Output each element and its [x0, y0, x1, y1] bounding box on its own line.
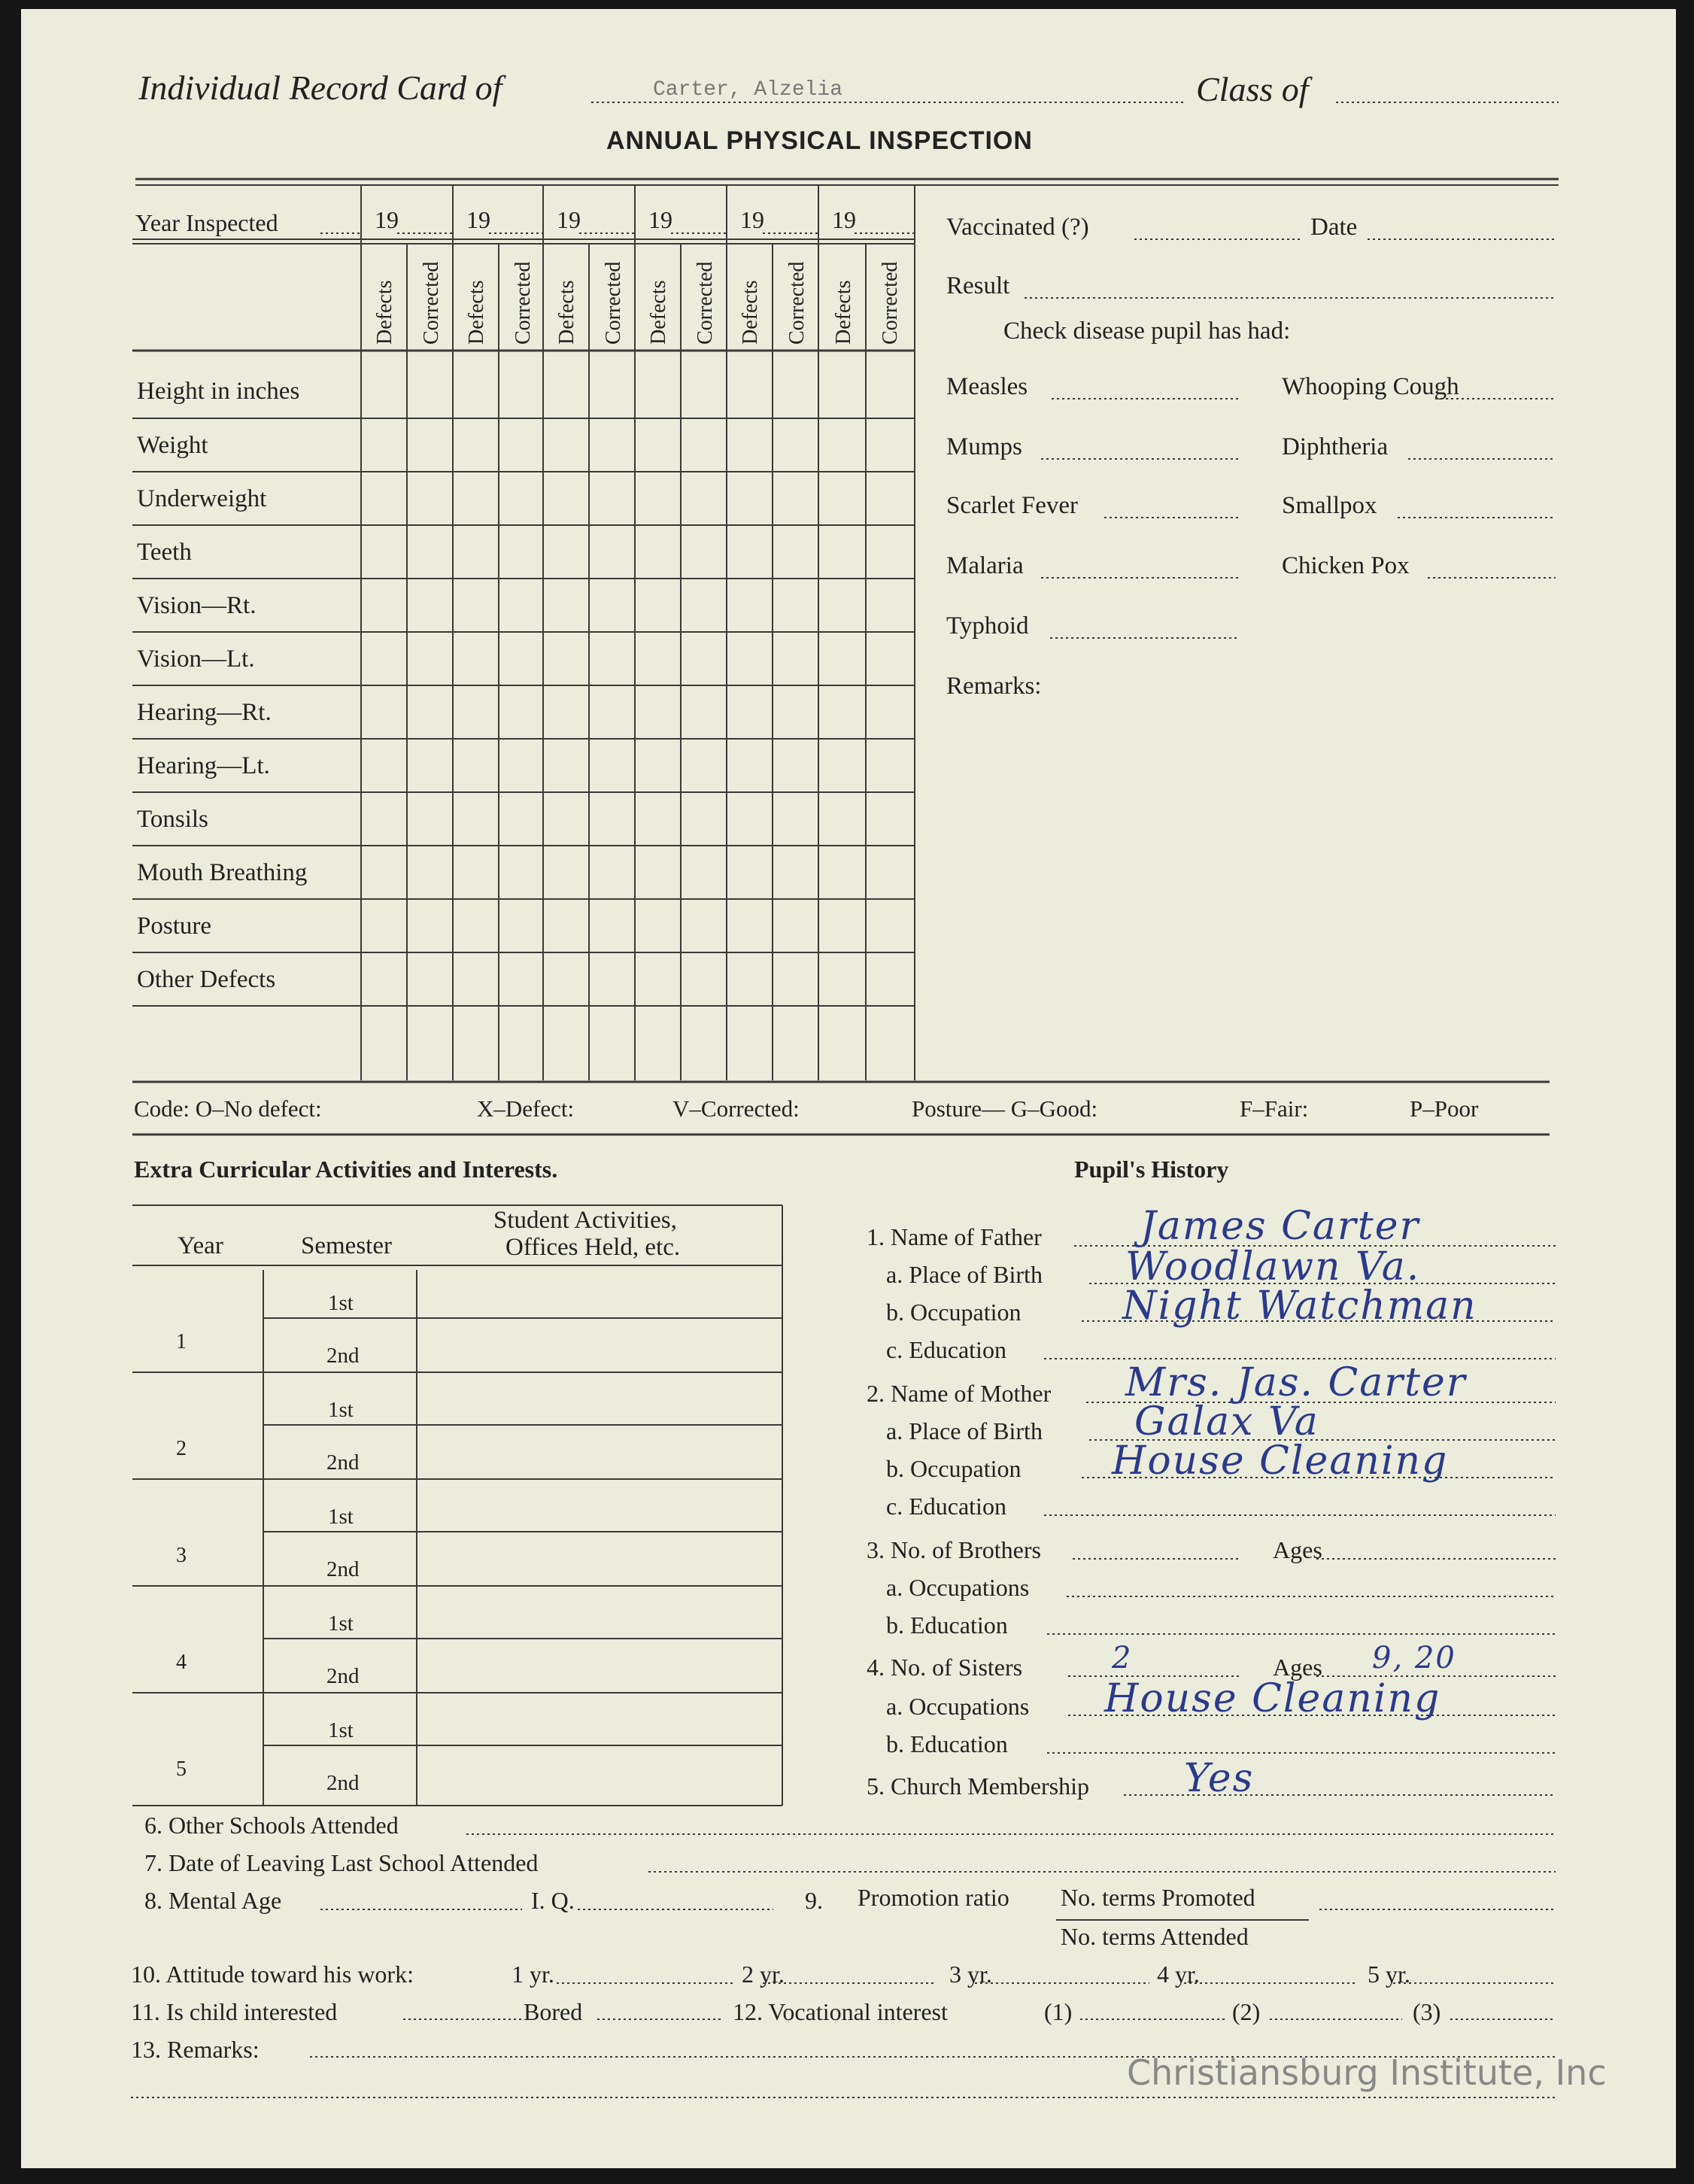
record-card [21, 9, 1676, 2168]
terms-attended-label: No. terms Attended [1061, 1923, 1249, 1950]
corrected-header: Corrected [694, 261, 717, 345]
attitude-yr: 3 yr. [949, 1961, 992, 1988]
vocational-option: (3) [1413, 1998, 1441, 2025]
mother-birthplace-value: Galax Va [1134, 1399, 1319, 1444]
corrected-header: Corrected [879, 261, 902, 345]
defects-header: Defects [739, 280, 762, 345]
row-label: Posture [137, 913, 211, 940]
activity-year: 2 [176, 1437, 187, 1460]
code-legend-item: F–Fair: [1240, 1095, 1309, 1122]
disease-measles: Measles [946, 373, 1028, 400]
activity-year: 4 [176, 1651, 187, 1674]
row-label: Underweight [137, 485, 267, 512]
disease-mumps: Mumps [946, 433, 1022, 460]
sisters-count-value: 2 [1112, 1641, 1133, 1675]
row-label: Height in inches [137, 378, 300, 405]
iq-label: I. Q. [531, 1887, 575, 1914]
code-legend-item: X–Defect: [477, 1095, 575, 1122]
history-label: b. Education [886, 1611, 1008, 1639]
vaccinated-label: Vaccinated (?) [946, 214, 1089, 241]
promotion-ratio-label: Promotion ratio [858, 1884, 1009, 1911]
father-name-value: James Carter [1140, 1204, 1420, 1249]
mental-age-label: 8. Mental Age [144, 1887, 282, 1914]
corrected-header: Corrected [512, 261, 535, 345]
year-cell: 19 [832, 206, 856, 233]
year-cell: 19 [740, 206, 764, 233]
history-label: 5. Church Membership [867, 1772, 1089, 1800]
date-leaving-label: 7. Date of Leaving Last School Attended [144, 1849, 539, 1876]
disease-malaria: Malaria [946, 552, 1024, 579]
activity-year: 5 [176, 1757, 187, 1781]
attitude-yr: 1 yr. [512, 1961, 554, 1988]
row-label: Weight [137, 432, 208, 459]
sisters-ages-label: Ages [1273, 1654, 1322, 1681]
disease-chicken-pox: Chicken Pox [1282, 552, 1410, 579]
code-legend-item: V–Corrected: [672, 1095, 800, 1122]
history-heading: Pupil's History [1074, 1156, 1229, 1183]
vocational-option: (1) [1044, 1998, 1073, 2025]
semester-cell: 2nd [326, 1664, 360, 1688]
history-label: 2. Name of Mother [867, 1380, 1052, 1407]
history-label: 3. No. of Brothers [867, 1536, 1041, 1563]
disease-diphtheria: Diphtheria [1282, 433, 1389, 460]
semester-cell: 1st [328, 1505, 354, 1529]
corrected-header: Corrected [785, 261, 809, 345]
class-of-label: Class of [1196, 70, 1309, 108]
activity-year: 3 [176, 1544, 187, 1567]
mother-name-value: Mrs. Jas. Carter [1125, 1360, 1467, 1405]
col-offices-header: Offices Held, etc. [505, 1234, 681, 1261]
defects-header: Defects [647, 280, 670, 345]
year-inspected-label: Year Inspected [135, 209, 278, 236]
defects-header: Defects [465, 280, 488, 345]
history-label: b. Occupation [886, 1455, 1022, 1482]
history-label: a. Place of Birth [886, 1261, 1043, 1288]
inspection-heading: ANNUAL PHYSICAL INSPECTION [606, 126, 1033, 155]
year-cell: 19 [648, 206, 672, 233]
result-label: Result [946, 272, 1010, 299]
code-legend-item: P–Poor [1410, 1095, 1479, 1122]
corrected-header: Corrected [602, 261, 625, 345]
sisters-occupation-value: House Cleaning [1104, 1676, 1441, 1721]
vaccinated-date-label: Date [1310, 214, 1358, 241]
remarks-bottom-label: 13. Remarks: [131, 2036, 260, 2063]
interested-label: 11. Is child interested [131, 1998, 338, 2025]
history-label: a. Place of Birth [886, 1417, 1043, 1444]
semester-cell: 1st [328, 1718, 354, 1742]
disease-whooping-cough: Whooping Cough [1282, 373, 1459, 400]
row-label: Mouth Breathing [137, 859, 308, 886]
col-year-header: Year [178, 1232, 223, 1259]
semester-cell: 2nd [326, 1344, 360, 1368]
q9-number: 9. [805, 1887, 823, 1914]
semester-cell: 2nd [326, 1557, 360, 1581]
disease-typhoid: Typhoid [946, 612, 1029, 639]
semester-cell: 1st [328, 1611, 354, 1636]
corrected-header: Corrected [420, 261, 443, 345]
activities-heading: Extra Curricular Activities and Interests. [134, 1156, 558, 1183]
terms-promoted-label: No. terms Promoted [1061, 1884, 1255, 1911]
disease-smallpox: Smallpox [1282, 492, 1377, 519]
semester-cell: 1st [328, 1291, 354, 1315]
brothers-ages-label: Ages [1273, 1536, 1322, 1563]
defects-header: Defects [373, 280, 396, 345]
year-cell: 19 [557, 206, 581, 233]
institution-watermark: Christiansburg Institute, Inc [1127, 2052, 1607, 2093]
history-label: a. Occupations [886, 1574, 1030, 1601]
row-label: Other Defects [137, 966, 276, 993]
attitude-yr: 4 yr. [1157, 1961, 1200, 1988]
attitude-yr: 5 yr. [1368, 1961, 1410, 1988]
code-legend-item: Code: O–No defect: [134, 1095, 322, 1122]
col-semester-header: Semester [301, 1232, 392, 1259]
semester-cell: 1st [328, 1398, 354, 1422]
church-membership-value: Yes [1184, 1756, 1255, 1801]
row-label: Tonsils [137, 806, 208, 833]
code-legend-item: Posture— G–Good: [912, 1095, 1098, 1122]
history-label: b. Occupation [886, 1299, 1022, 1326]
father-occupation-value: Night Watchman [1122, 1283, 1477, 1329]
row-label: Vision—Lt. [137, 645, 255, 673]
disease-scarlet-fever: Scarlet Fever [946, 492, 1079, 519]
history-label: c. Education [886, 1493, 1006, 1520]
history-label: 4. No. of Sisters [867, 1654, 1023, 1681]
other-schools-label: 6. Other Schools Attended [144, 1812, 399, 1839]
history-label: b. Education [886, 1730, 1008, 1757]
col-student-header: Student Activities, [493, 1207, 677, 1234]
vocational-label: 12. Vocational interest [733, 1998, 948, 2025]
bored-label: Bored [524, 1998, 583, 2025]
year-cell: 19 [375, 206, 399, 233]
card-title: Individual Record Card of [138, 68, 502, 107]
attitude-label: 10. Attitude toward his work: [131, 1961, 414, 1988]
row-label: Teeth [137, 539, 192, 566]
mother-occupation-value: House Cleaning [1112, 1438, 1449, 1484]
remarks-label: Remarks: [946, 673, 1042, 700]
defects-header: Defects [832, 280, 855, 345]
history-label: a. Occupations [886, 1693, 1030, 1720]
row-label: Vision—Rt. [137, 592, 257, 619]
activity-year: 1 [176, 1330, 187, 1353]
pupil-name-value: Carter, Alzelia [653, 78, 843, 102]
history-label: 1. Name of Father [867, 1223, 1042, 1250]
father-birthplace-value: Woodlawn Va. [1125, 1244, 1421, 1289]
vocational-option: (2) [1232, 1998, 1261, 2025]
semester-cell: 2nd [326, 1450, 360, 1475]
defects-header: Defects [555, 280, 578, 345]
sisters-ages-value: 9, 20 [1372, 1641, 1456, 1675]
semester-cell: 2nd [326, 1771, 360, 1795]
check-disease-heading: Check disease pupil has had: [1003, 317, 1291, 345]
history-label: c. Education [886, 1336, 1006, 1363]
row-label: Hearing—Rt. [137, 699, 272, 726]
row-label: Hearing—Lt. [137, 752, 270, 779]
attitude-yr: 2 yr. [742, 1961, 785, 1988]
year-cell: 19 [466, 206, 490, 233]
